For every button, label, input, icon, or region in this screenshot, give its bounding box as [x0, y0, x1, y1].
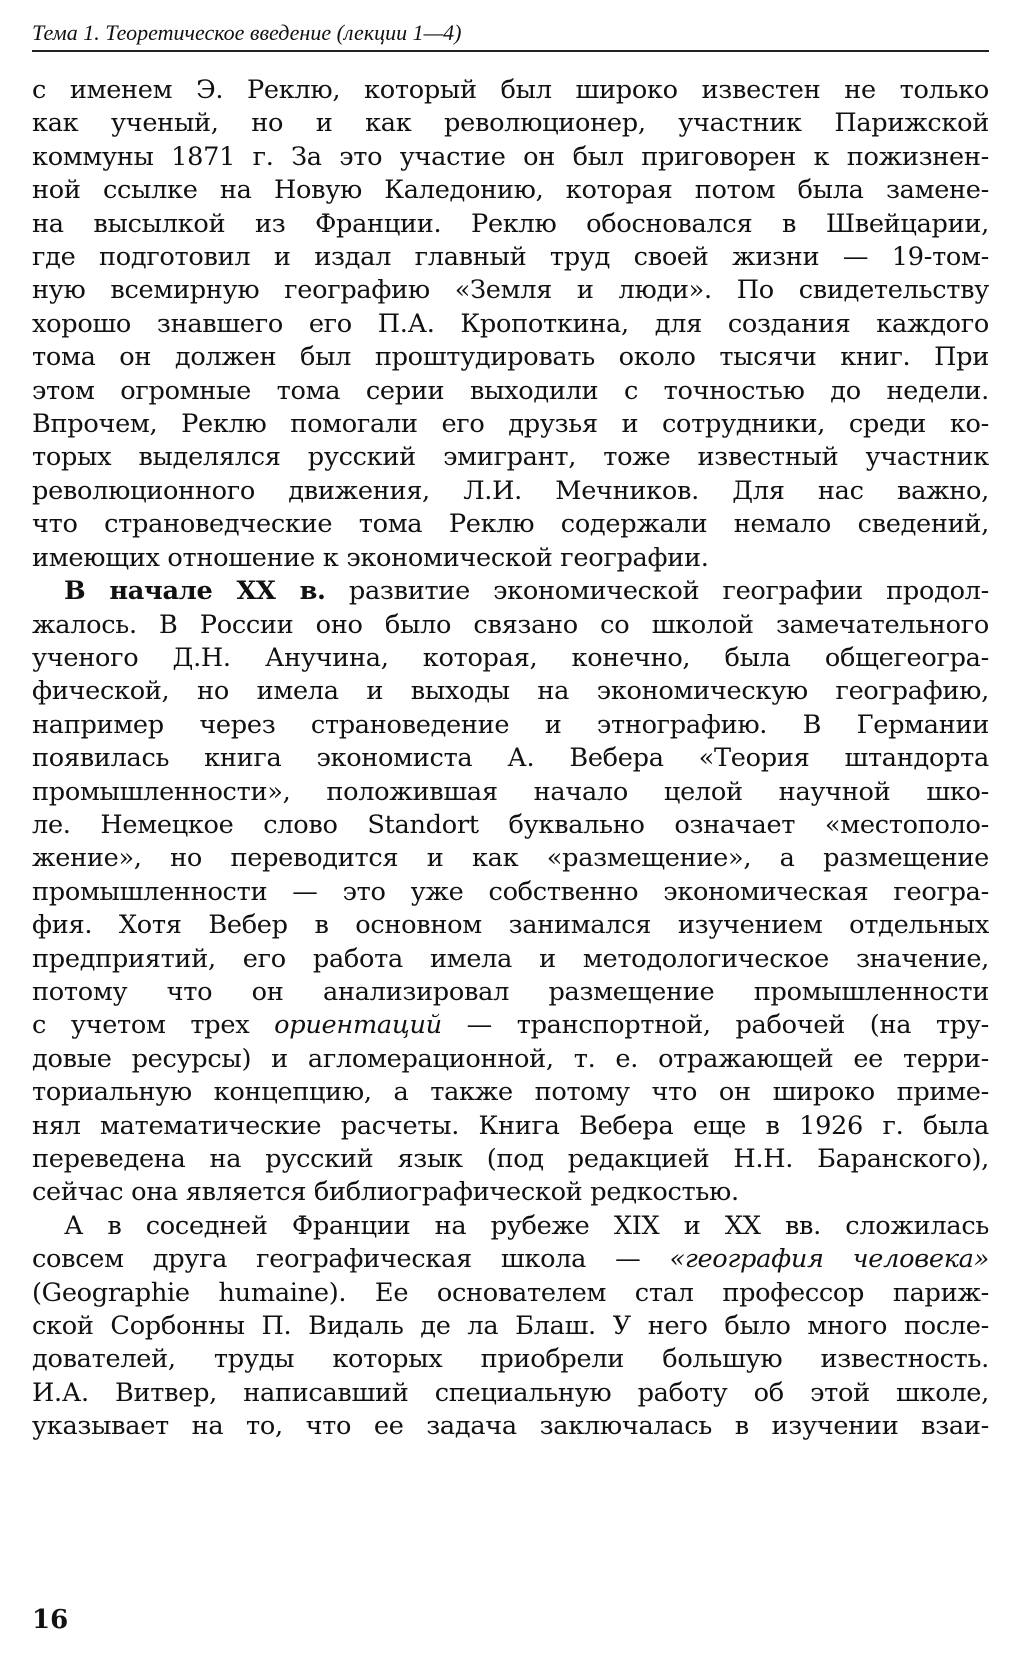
text-line: этом огромные тома серии выходили с точностью до недели.	[32, 375, 989, 406]
text-line: ториальную концепцию, а также потому что он широко приме-	[32, 1077, 989, 1108]
text-line: с учетом трех ориентаций — транспортной, рабочей (на тру-	[32, 1010, 990, 1041]
text-line: где подготовил и издал главный труд своей жизни — 19-том-	[32, 242, 989, 273]
text-line: с именем Э. Реклю, который был широко известен не только	[32, 75, 989, 105]
text-line: В начале XX в. развитие экономической географии продол-	[64, 576, 989, 607]
text-line: например через страноведение и этнографию. В Германии	[32, 709, 989, 740]
text-line: появилась книга экономиста А. Вебера «Теория штандорта	[32, 743, 989, 774]
text-line: торых выделялся русский эмигрант, тоже известный участник	[32, 442, 989, 473]
text-line: что страноведческие тома Реклю содержали немало сведений,	[32, 509, 989, 540]
page-number: 16	[32, 1605, 69, 1635]
text-line: ле. Немецкое слово Standort буквально означает «местополо-	[32, 809, 989, 840]
text-line: жение», но переводится и как «размещение», а размещение	[32, 843, 989, 874]
text-line: на высылкой из Франции. Реклю обосновался в Швейцарии,	[32, 208, 989, 239]
text-line: тома он должен был проштудировать около тысячи книг. При	[32, 342, 989, 373]
text-line: сейчас она является библиографической редкостью.	[32, 1177, 739, 1208]
text-line: революционного движения, Л.И. Мечников. Для нас важно,	[32, 475, 989, 506]
bold-lead: В начале XX в.	[64, 576, 326, 607]
italic-term: «география человека»	[669, 1244, 989, 1275]
text-line: совсем друга географическая школа — «география человека»	[32, 1244, 989, 1275]
text-line: фия. Хотя Вебер в основном занимался изучением отдельных	[32, 910, 989, 941]
paragraph-3	[32, 1210, 989, 1444]
body-text	[32, 74, 989, 1444]
paragraph-1	[32, 74, 989, 575]
text-line: нял математические расчеты. Книга Вебера еще в 1926 г. была	[32, 1110, 989, 1141]
text-line: ную всемирную географию «Земля и люди». По свидетельству	[32, 275, 989, 306]
text-line: указывает на то, что ее задача заключалась в изучении взаи-	[32, 1411, 989, 1442]
text-line: переведена на русский язык (под редакцией Н.Н. Баранского),	[32, 1144, 989, 1174]
text-line: жалось. В России оно было связано со школой замечательного	[32, 609, 989, 640]
text-line: Впрочем, Реклю помогали его друзья и сотрудники, среди ко-	[32, 409, 989, 440]
text-line: как ученый, но и как революционер, участник Парижской	[32, 108, 989, 139]
text-line: потому что он анализировал размещение промышленности	[32, 976, 989, 1007]
text-line: хорошо знавшего его П.А. Кропоткина, для создания каждого	[32, 308, 989, 339]
italic-term: ориентаций	[274, 1010, 442, 1041]
text-line: ученого Д.Н. Анучина, которая, конечно, была общегеогра-	[32, 642, 989, 673]
text-line: ской Сорбонны П. Видаль де ла Блаш. У него было много после-	[32, 1311, 989, 1342]
text-line: (Geographie humaine). Ее основателем стал профессор париж-	[32, 1277, 989, 1308]
text-line: имеющих отношение к экономической географии.	[32, 542, 709, 573]
paragraph-2	[32, 575, 989, 1210]
text-line: коммуны 1871 г. За это участие он был приговорен к пожизнен-	[32, 141, 989, 172]
text-line: А в соседней Франции на рубеже XIX и XX вв. сложилась	[64, 1210, 989, 1241]
text-line: предприятий, его работа имела и методологическое значение,	[32, 943, 989, 974]
text-line: промышленности», положившая начало целой научной шко-	[32, 776, 989, 807]
text-line: ной ссылке на Новую Каледонию, которая потом была замене-	[32, 175, 989, 206]
running-head: Тема 1. Теоретическое введение (лекции 1—4)	[32, 20, 989, 52]
text-line: И.А. Витвер, написавший специальную работу об этой школе,	[32, 1377, 989, 1408]
text-line: промышленности — это уже собственно экономическая геогра-	[32, 876, 989, 907]
text-line: дователей, труды которых приобрели большую известность.	[32, 1344, 989, 1375]
text-line: довые ресурсы) и агломерационной, т. е. отражающей ее терри-	[32, 1043, 989, 1074]
text-line: фической, но имела и выходы на экономическую географию,	[32, 676, 989, 707]
